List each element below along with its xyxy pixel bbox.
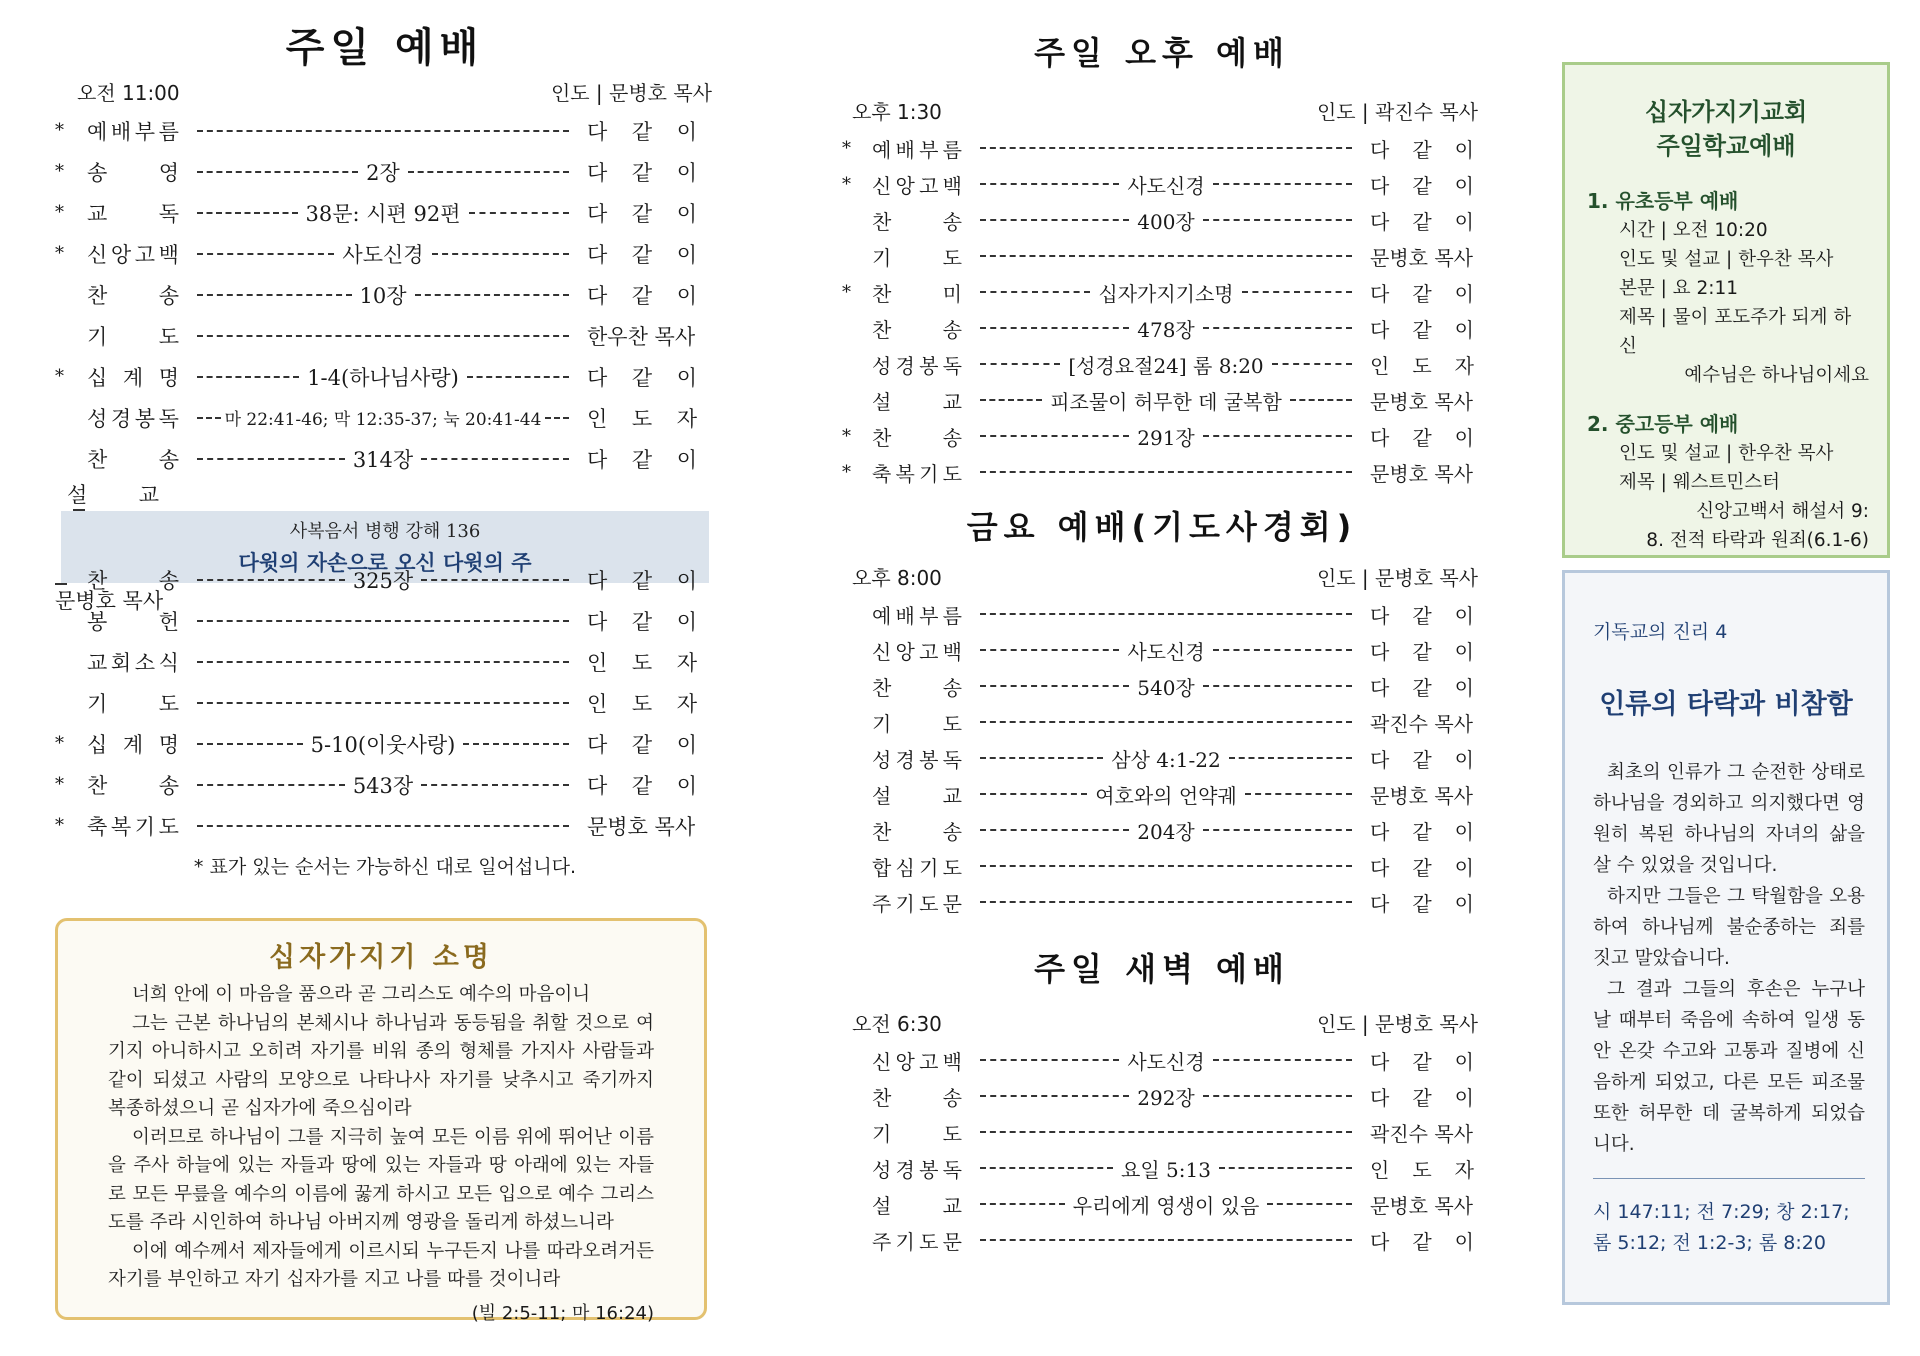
order-text: 피조물이 허무한 데 굴복함 [1050, 389, 1282, 414]
order-text: 292장 [1137, 1085, 1195, 1110]
order-detail [197, 335, 569, 337]
truth-label: 기독교의 진리 4 [1593, 621, 1728, 643]
service-time: 오후 8:00 [852, 566, 942, 590]
order-name: 봉 헌 [87, 609, 179, 634]
order-name: 예 배 부 름 [87, 119, 179, 144]
order-who: 인 도 자 [1370, 353, 1474, 378]
order-detail [197, 661, 569, 663]
order-text: 사도신경 [1127, 173, 1205, 198]
order-row [842, 668, 1482, 704]
truth-paragraph: 하지만 그들은 그 탁월함을 오용하여 하나님께 불순종하는 죄를 짓고 말았습니다. [1593, 886, 1865, 969]
order-text: 10장 [359, 283, 407, 308]
order-who: 다 같 이 [1370, 891, 1474, 916]
elementary-preacher: 인도 및 설교 | 한우찬 목사 [1619, 249, 1834, 270]
order-row [842, 130, 1482, 166]
order-text: 204장 [1137, 819, 1195, 844]
order-who: 인 도 자 [587, 650, 697, 675]
order-who: 문병호 목사 [1370, 1193, 1473, 1218]
order-row [842, 632, 1482, 668]
order-name: 기 도 [872, 711, 962, 736]
order-row [55, 764, 715, 805]
order-text: 사도신경 [1127, 639, 1205, 664]
friday-meta [842, 560, 1482, 596]
order-row [842, 1078, 1482, 1114]
order-detail [980, 672, 1352, 701]
order-name: 성 경 봉 독 [872, 353, 962, 378]
order-who: 문병호 목사 [1370, 461, 1473, 486]
order-row [842, 812, 1482, 848]
afternoon-meta [842, 94, 1482, 130]
order-name: 기 도 [872, 1121, 962, 1146]
elementary-subject: 제목 | 물이 포도주가 되게 하신 [1619, 307, 1852, 357]
sunday-school-body [1587, 187, 1869, 555]
order-name: 찬 송 [872, 209, 962, 234]
stand-marker: * [55, 120, 64, 141]
order-name: 찬 미 [872, 281, 962, 306]
sunday-service-title: 주일 예배 [285, 25, 485, 71]
order-name: 주 기 도 문 [872, 1229, 962, 1254]
youth-preacher: 인도 및 설교 | 한우찬 목사 [1619, 443, 1834, 464]
sunday-school-title [1565, 95, 1887, 163]
order-text: 543장 [352, 773, 414, 798]
order-row [842, 382, 1482, 418]
order-name: 기 도 [87, 324, 179, 349]
order-text: [성경요절24] 롬 8:20 [1068, 353, 1264, 378]
order-detail [980, 350, 1352, 379]
order-name: 신 앙 고 백 [872, 639, 962, 664]
order-who: 곽진수 목사 [1370, 1121, 1473, 1146]
truth-body [1593, 757, 1865, 1160]
order-who: 다 같 이 [587, 609, 697, 634]
order-who: 다 같 이 [1370, 317, 1474, 342]
order-detail [197, 825, 569, 827]
order-text: 478장 [1137, 317, 1195, 342]
order-detail [197, 157, 569, 187]
order-detail [980, 278, 1352, 307]
order-name: 찬 송 [87, 773, 179, 798]
afternoon-service-title: 주일 오후 예배 [1034, 34, 1290, 72]
mission-paragraph: 너희 안에 이 마음을 품으라 곧 그리스도 예수의 마음이니 [132, 984, 591, 1005]
order-name: 신 앙 고 백 [872, 173, 962, 198]
order-detail [980, 1046, 1352, 1075]
order-row [55, 600, 715, 641]
order-detail [980, 901, 1352, 903]
order-detail [980, 471, 1352, 473]
order-detail [980, 816, 1352, 845]
order-who: 문병호 목사 [1370, 245, 1473, 270]
order-row [842, 310, 1482, 346]
order-name: 교 독 [87, 201, 179, 226]
order-who: 다 같 이 [1370, 281, 1474, 306]
sermon-title: 다윗의 자손으로 오신 다윗의 주 [238, 551, 532, 575]
order-who: 다 같 이 [587, 773, 697, 798]
order-name: 신 앙 고 백 [87, 242, 179, 267]
order-row [842, 238, 1482, 274]
mission-body [108, 981, 654, 1295]
order-row [842, 1150, 1482, 1186]
order-name: 송 영 [87, 160, 179, 185]
order-name: 성 경 봉 독 [872, 1157, 962, 1182]
order-detail [980, 386, 1352, 415]
order-detail [980, 780, 1352, 809]
order-who: 다 같 이 [587, 119, 697, 144]
order-detail [980, 744, 1352, 773]
order-text: 여호와의 언약궤 [1095, 783, 1237, 808]
order-row [842, 346, 1482, 382]
order-name: 주 기 도 문 [872, 891, 962, 916]
order-name: 신 앙 고 백 [872, 1049, 962, 1074]
order-name: 예 배 부 름 [872, 603, 962, 628]
order-who: 다 같 이 [1370, 173, 1474, 198]
order-detail [980, 1154, 1352, 1183]
order-name: 합 심 기 도 [872, 855, 962, 880]
order-detail [980, 721, 1352, 723]
order-text: 314장 [352, 447, 414, 472]
order-who: 다 같 이 [1370, 1085, 1474, 1110]
order-name: 찬 송 [872, 317, 962, 342]
dawn-service [842, 946, 1482, 1258]
church-name: 십자가지기교회 [1644, 98, 1808, 126]
mission-paragraph: 그는 근본 하나님의 본체시나 하나님과 동등됨을 취할 것으로 여기지 아니하시고 오히려 자기를 비워 종의 형체를 가지사 사람들과 같이 되셨고 사람의 모양으로 나타나사 자기를 낮추시고 죽기까지 복종하셨으니 곧 십자가에 죽으심이라 [108, 1012, 654, 1119]
order-name: 설 교 [872, 389, 962, 414]
youth-heading: 2. 중고등부 예배 [1587, 412, 1739, 436]
order-name: 성 경 봉 독 [872, 747, 962, 772]
service-time: 오후 1:30 [852, 100, 942, 124]
order-who: 문병호 목사 [55, 589, 164, 613]
order-name: 십 계 명 [87, 365, 179, 390]
order-who: 다 같 이 [1370, 675, 1474, 700]
mission-title: 십자가지기 소명 [269, 942, 493, 973]
order-detail [197, 239, 569, 269]
order-who: 다 같 이 [1370, 855, 1474, 880]
order-who: 문병호 목사 [1370, 783, 1473, 808]
order-detail [197, 702, 569, 704]
order-row [55, 559, 715, 600]
stand-marker: * [55, 774, 64, 795]
order-detail [197, 620, 569, 622]
order-who: 다 같 이 [587, 160, 697, 185]
order-row [842, 418, 1482, 454]
order-row [55, 397, 715, 438]
order-who: 문병호 목사 [1370, 389, 1473, 414]
order-who: 다 같 이 [1370, 137, 1474, 162]
order-row [842, 1042, 1482, 1078]
order-row [842, 454, 1482, 490]
order-detail [197, 444, 569, 474]
order-detail [197, 565, 569, 595]
stand-marker: * [842, 281, 851, 303]
order-name: 찬 송 [87, 447, 179, 472]
order-name: 십 계 명 [87, 732, 179, 757]
service-time: 오전 6:30 [852, 1012, 942, 1036]
order-row [55, 274, 715, 315]
order-text: 십자가지기소명 [1098, 281, 1234, 306]
order-name: 찬 송 [872, 819, 962, 844]
order-row [55, 110, 715, 151]
order-detail [980, 422, 1352, 451]
truth-paragraph: 최초의 인류가 그 순전한 상태로 하나님을 경외하고 의지했다면 영원히 복된 하나님의 자녀의 삶을 살 수 있었을 것입니다. [1593, 762, 1865, 876]
order-who: 다 같 이 [587, 242, 697, 267]
order-row [55, 723, 715, 764]
dawn-service-title: 주일 새벽 예배 [1034, 950, 1290, 988]
order-who: 다 같 이 [1370, 639, 1474, 664]
order-who: 다 같 이 [1370, 603, 1474, 628]
order-detail [197, 362, 569, 392]
truth-divider [1593, 1178, 1865, 1179]
order-detail [197, 770, 569, 800]
christian-truth-box [1562, 570, 1890, 1305]
elementary-subject-cont: 예수님은 하나님이세요 [1684, 365, 1869, 386]
friday-service [842, 504, 1482, 920]
order-name: 축 복 기 도 [872, 461, 962, 486]
order-row [55, 805, 715, 846]
order-detail [980, 1190, 1352, 1219]
sunday-school-box [1562, 62, 1890, 558]
school-service-name: 주일학교예배 [1656, 132, 1796, 160]
order-who: 인 도 자 [1370, 1157, 1474, 1182]
order-text: 사도신경 [342, 242, 424, 267]
mission-reference: (빌 2:5-11; 마 16:24) [471, 1302, 654, 1324]
order-text: 5-10(이웃사랑) [310, 732, 456, 757]
order-row [55, 151, 715, 192]
order-row [842, 848, 1482, 884]
stand-marker: * [55, 733, 64, 754]
elementary-heading: 1. 유초등부 예배 [1587, 189, 1739, 213]
order-name: 찬 송 [87, 283, 179, 308]
order-name: 기 도 [87, 691, 179, 716]
order-who: 다 같 이 [1370, 819, 1474, 844]
order-who: 다 같 이 [587, 447, 697, 472]
stand-marker: * [842, 425, 851, 447]
order-who: 다 같 이 [587, 365, 697, 390]
order-row [842, 274, 1482, 310]
order-row [842, 202, 1482, 238]
order-name: 성 경 봉 독 [87, 406, 179, 431]
service-leader: 인도 | 문병호 목사 [1316, 566, 1478, 590]
other-services-section [842, 30, 1482, 1258]
order-row [55, 682, 715, 723]
order-row [55, 233, 715, 274]
afternoon-order-list [842, 130, 1482, 490]
order-who: 다 같 이 [587, 732, 697, 757]
order-detail [980, 147, 1352, 149]
order-who: 다 같 이 [1370, 209, 1474, 234]
order-row [842, 776, 1482, 812]
stand-marker: * [842, 137, 851, 159]
stand-marker: * [55, 366, 64, 387]
order-name: 기 도 [872, 245, 962, 270]
mission-paragraph: 이러므로 하나님이 그를 지극히 높여 모든 이름 위에 뛰어난 이름을 주사 하늘에 있는 자들과 땅에 있는 자들과 땅 아래에 있는 자들로 모든 무릎을 예수의 이름에 꿇게 하시고 모든 입으로 예수 그리스도를 주라 시인하여 하나님 아버지께 영광을 돌리게 하셨느니라 [108, 1126, 654, 1233]
order-name: 설 교 [872, 1193, 962, 1218]
youth-subject: 제목 | 웨스트민스터 [1619, 472, 1780, 493]
order-detail [980, 636, 1352, 665]
stand-marker: * [842, 461, 851, 483]
order-row [842, 596, 1482, 632]
order-text: 291장 [1137, 425, 1195, 450]
order-row [842, 1114, 1482, 1150]
sunday-order-list [55, 110, 715, 479]
order-who: 다 같 이 [1370, 1049, 1474, 1074]
order-text: 2장 [366, 160, 400, 185]
stand-marker: * [55, 161, 64, 182]
stand-marker: * [55, 243, 64, 264]
service-leader: 인도 | 문병호 목사 [550, 81, 712, 105]
order-name: 예 배 부 름 [872, 137, 962, 162]
order-detail [197, 280, 569, 310]
order-detail [980, 314, 1352, 343]
order-detail [197, 729, 569, 759]
order-who: 문병호 목사 [587, 814, 696, 839]
order-who: 다 같 이 [587, 568, 697, 593]
order-text: 540장 [1137, 675, 1195, 700]
stand-marker: * [55, 815, 64, 836]
order-name: 찬 송 [872, 675, 962, 700]
order-who: 다 같 이 [1370, 1229, 1474, 1254]
order-row [55, 641, 715, 682]
order-row [842, 740, 1482, 776]
order-name: 설 교 [872, 783, 962, 808]
truth-paragraph: 그 결과 그들의 후손은 누구나 날 때부터 죽음에 속하여 일생 동안 온갖 수고와 고통과 질병에 신음하게 되었고, 다른 모든 피조물 또한 허무한 데 굴복하게 되었습니다. [1593, 979, 1865, 1155]
order-detail [980, 255, 1352, 257]
order-row [842, 1186, 1482, 1222]
order-name: 찬 송 [872, 425, 962, 450]
order-text: 삼상 4:1-22 [1111, 747, 1221, 772]
order-who: 다 같 이 [587, 283, 697, 308]
order-text: 마 22:41-46; 막 12:35-37; 눅 20:41-44 [224, 410, 542, 430]
mission-box [55, 918, 707, 1324]
order-row [55, 315, 715, 356]
order-row [55, 356, 715, 397]
elementary-time: 시간 | 오전 10:20 [1619, 220, 1768, 241]
order-name: 설 교 [67, 483, 159, 507]
order-name: 축 복 기 도 [87, 814, 179, 839]
order-who: 인 도 자 [587, 406, 697, 431]
order-who: 곽진수 목사 [1370, 711, 1473, 736]
order-detail [980, 613, 1352, 615]
order-detail [197, 405, 569, 430]
order-row [842, 704, 1482, 740]
order-detail [980, 206, 1352, 235]
order-row [55, 438, 715, 479]
order-who: 다 같 이 [1370, 747, 1474, 772]
elementary-text: 본문 | 요 2:11 [1619, 278, 1739, 299]
order-row [842, 166, 1482, 202]
service-leader: 인도 | 문병호 목사 [1316, 1012, 1478, 1036]
service-time: 오전 11:00 [77, 81, 180, 105]
order-who: 한우찬 목사 [587, 324, 696, 349]
order-detail [197, 130, 569, 132]
order-name: 교 회 소 식 [87, 650, 179, 675]
sunday-service-meta [55, 76, 715, 110]
order-text: 38문: 시편 92편 [305, 201, 461, 226]
standing-note: * 표가 있는 순서는 가능하신 대로 일어섭니다. [193, 856, 577, 878]
order-name: 찬 송 [872, 1085, 962, 1110]
order-row [842, 884, 1482, 920]
order-row [55, 192, 715, 233]
order-detail [197, 198, 569, 228]
afternoon-service [842, 30, 1482, 490]
youth-subject-cont: 신앙고백서 해설서 9: [1696, 501, 1869, 522]
order-who: 인 도 자 [587, 691, 697, 716]
order-name: 찬 송 [87, 568, 179, 593]
truth-references: 시 147:11; 전 7:29; 창 2:17; 롬 5:12; 전 1:2-3; 롬 8:20 [1593, 1201, 1850, 1254]
dawn-meta [842, 1006, 1482, 1042]
order-who: 다 같 이 [1370, 425, 1474, 450]
order-detail [980, 1239, 1352, 1241]
order-text: 요일 5:13 [1121, 1157, 1211, 1182]
order-text: 우리에게 영생이 있음 [1072, 1193, 1260, 1218]
order-text: 400장 [1137, 209, 1195, 234]
friday-service-title: 금요 예배(기도사경회) [966, 508, 1358, 546]
service-leader: 인도 | 곽진수 목사 [1316, 100, 1478, 124]
order-detail [980, 865, 1352, 867]
dawn-order-list [842, 1042, 1482, 1258]
order-detail [980, 1082, 1352, 1111]
order-who: 다 같 이 [587, 201, 697, 226]
stand-marker: * [55, 202, 64, 223]
mission-paragraph: 이에 예수께서 제자들에게 이르시되 누구든지 나를 따라오려거든 자기를 부인하고 자기 십자가를 지고 나를 따를 것이니라 [108, 1240, 654, 1290]
youth-subject-cont2: 8. 전적 타락과 원죄(6.1-6) [1646, 530, 1869, 551]
truth-title: 인류의 타락과 비참함 [1599, 689, 1853, 720]
order-text: 325장 [352, 568, 414, 593]
order-text: 사도신경 [1127, 1049, 1205, 1074]
order-detail [980, 170, 1352, 199]
order-detail [980, 1131, 1352, 1133]
sermon-series: 사복음서 병행 강해 136 [289, 521, 481, 542]
order-text: 1-4(하나님사랑) [307, 365, 459, 390]
friday-order-list [842, 596, 1482, 920]
order-row [842, 1222, 1482, 1258]
stand-marker: * [842, 173, 851, 195]
sunday-service-section [55, 20, 715, 879]
